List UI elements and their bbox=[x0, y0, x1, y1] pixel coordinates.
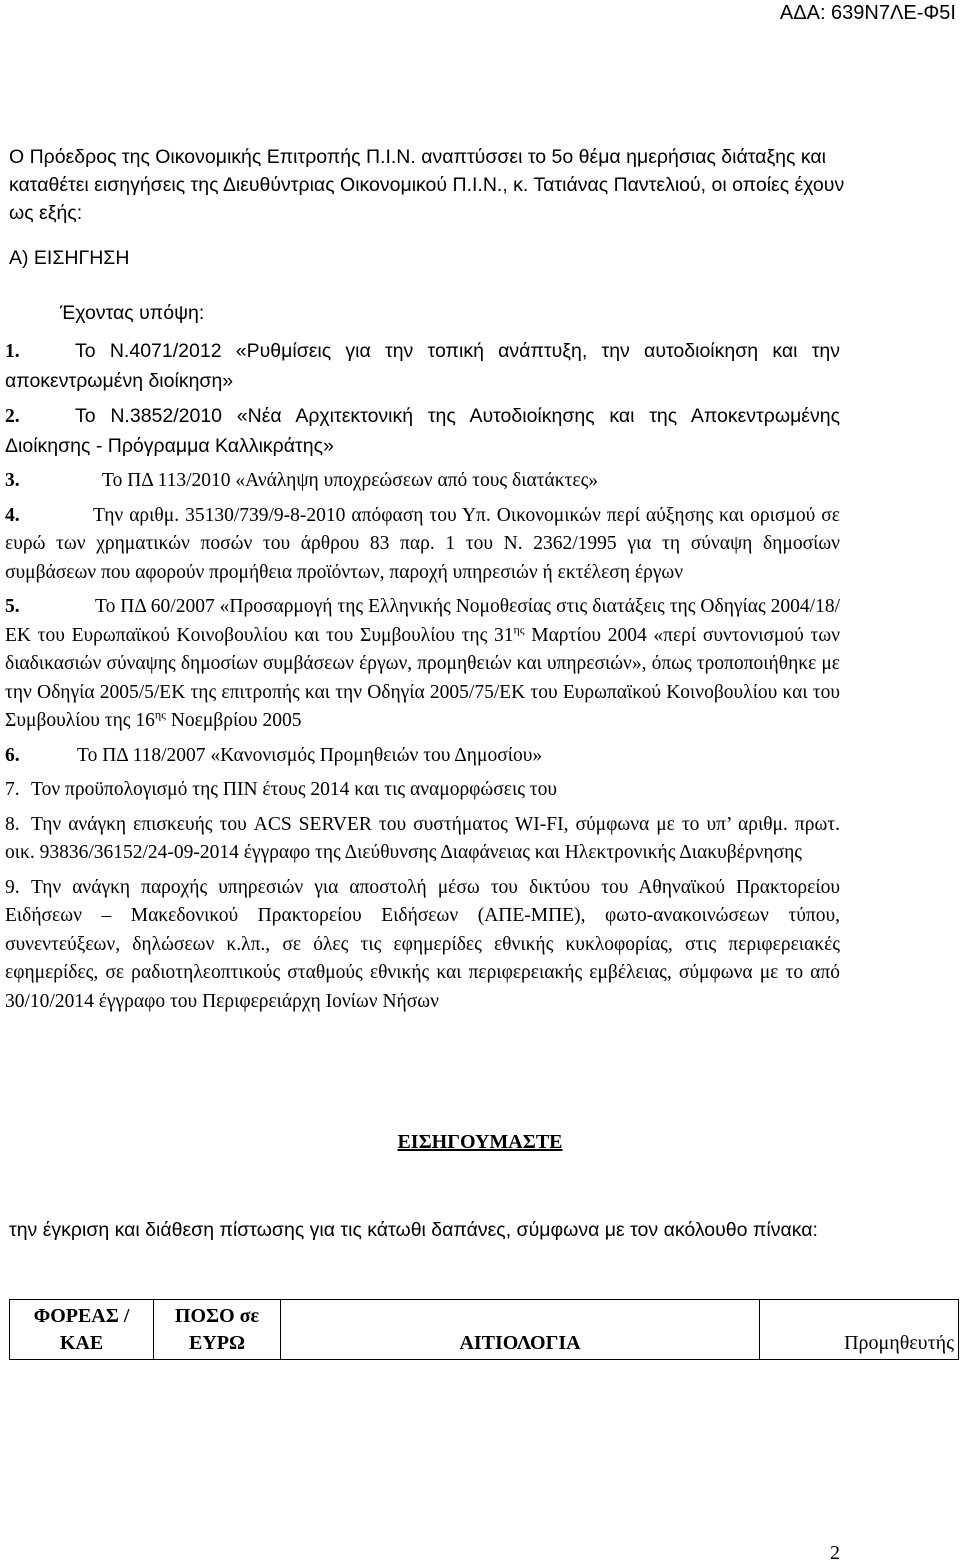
list-item: 7. Τον προϋπολογισμό της ΠΙΝ έτους 2014 και τις αναμορφώσεις του bbox=[5, 779, 558, 800]
expenses-table bbox=[9, 1299, 959, 1360]
propose-heading: ΕΙΣΗΓΟΥΜΑΣΤΕ bbox=[397, 1131, 563, 1153]
column-header-amount: ΠΟΣΟ σε ΕΥΡΩ bbox=[154, 1300, 281, 1360]
list-item: 8. Την ανάγκη επισκευής του ACS SERVER του συστήματος WI-FI, σύμφωνα με το υπ’ αριθμ. πρωτ. οικ. 93836/36152/24-09-2014 έγγραφο της Διεύθυνσης Διαφάνειας και Ηλεκτρονικής Διακυβέρνησης bbox=[5, 813, 840, 863]
list-item: 1. Το Ν.4071/2012 «Ρυθμίσεις για την τοπική ανάπτυξη, την αυτοδιοίκηση και την αποκεντρωμένη διοίκηση» bbox=[5, 340, 840, 392]
having-regard-label: Έχοντας υπόψη: bbox=[60, 302, 205, 324]
column-header-supplier: Προμηθευτής bbox=[760, 1300, 959, 1360]
section-a-heading: Α) ΕΙΣΗΓΗΣΗ bbox=[9, 247, 130, 269]
approval-paragraph: την έγκριση και διάθεση πίστωσης για τις κάτωθι δαπάνες, σύμφωνα με τον ακόλουθο πίνακα: bbox=[9, 1219, 818, 1241]
column-header-agency: ΦΟΡΕΑΣ / ΚΑΕ bbox=[10, 1300, 154, 1360]
list-item: 4. Την αριθμ. 35130/739/9-8-2010 απόφαση του Υπ. Οικονομικών περί αύξησης και ορισμού σε ευρώ των χρηματικών ποσών του άρθρου 83 παρ. 1 του Ν. 2362/1995 για τη σύναψη δημοσίων συμβάσεων που αφορούν προμήθεια προϊόντων, παροχή υπηρεσιών ή εκτέλεση έργων bbox=[5, 504, 840, 583]
table-header-row bbox=[10, 1300, 959, 1360]
list-item: 2. Το Ν.3852/2010 «Νέα Αρχιτεκτονική της Αυτοδιοίκησης και της Αποκεντρωμένης Διοίκησης - Πρόγραμμα Καλλικράτης» bbox=[5, 405, 840, 457]
list-item: 6. Το ΠΔ 118/2007 «Κανονισμός Προμηθειών του Δημοσίου» bbox=[5, 744, 543, 766]
column-header-justification: ΑΙΤΙΟΛΟΓΙΑ bbox=[281, 1300, 760, 1360]
list-item: 5. Το ΠΔ 60/2007 «Προσαρμογή της Ελληνικής Νομοθεσίας στις διατάξεις της Οδηγίας 2004/18/ΕΚ του Ευρωπαϊκού Κοινοβουλίου και του Συμβουλίου της $31^{\eta\varsigma}$ Μαρτίου 2004 «περί συντονισμού των διαδικασιών σύναψης δημοσίων συμβάσεων έργων, προμηθειών και υπηρεσιών», όπως τροποποιήθηκε με την Οδηγία 2005/5/ΕΚ της επιτροπής και την Οδηγία 2005/75/ΕΚ του Ευρωπαϊκού Κοινοβουλίου και του Συμβουλίου της $16^{\eta\varsigma}$ Νοεμβρίου 2005 bbox=[5, 596, 841, 731]
list-item: 9. Την ανάγκη παροχής υπηρεσιών για αποστολή μέσω του δικτύου του Αθηναϊκού Πρακτορείου Ειδήσεων – Μακεδονικού Πρακτορείου Ειδήσεων (ΑΠΕ-ΜΠΕ), φωτο-ανακοινώσεων τύπου, συνεντεύξεων, δηλώσεων κ.λπ., σε όλες τις εφημερίδες εθνικής κυκλοφορίας, στις περιφερειακές εφημερίδες, σε ραδιοτηλεοπτικούς σταθμούς εθνικής και περιφερειακής εμβέλειας, σύμφωνα με το από 30/10/2014 έγγραφο του Περιφερειάρχη Ιονίων Νήσων bbox=[5, 876, 840, 1012]
considerations-list bbox=[5, 337, 840, 1016]
page-number: 2 bbox=[830, 1542, 840, 1564]
ada-code: ΑΔΑ: 639Ν7ΛΕ-Φ5Ι bbox=[779, 2, 956, 24]
list-item: 3. Το ΠΔ 113/2010 «Ανάληψη υποχρεώσεων από τους διατάκτες» bbox=[5, 470, 599, 491]
intro-paragraph: Ο Πρόεδρος της Οικονομικής Επιτροπής Π.Ι.Ν. αναπτύσσει το 5ο θέμα ημερήσιας διάταξης και καταθέτει εισηγήσεις της Διευθύντριας Οικονομικού Π.Ι.Ν., κ. Τατιάνας Παντελιού, οι οποίες έχουν ως εξής: bbox=[9, 146, 845, 224]
